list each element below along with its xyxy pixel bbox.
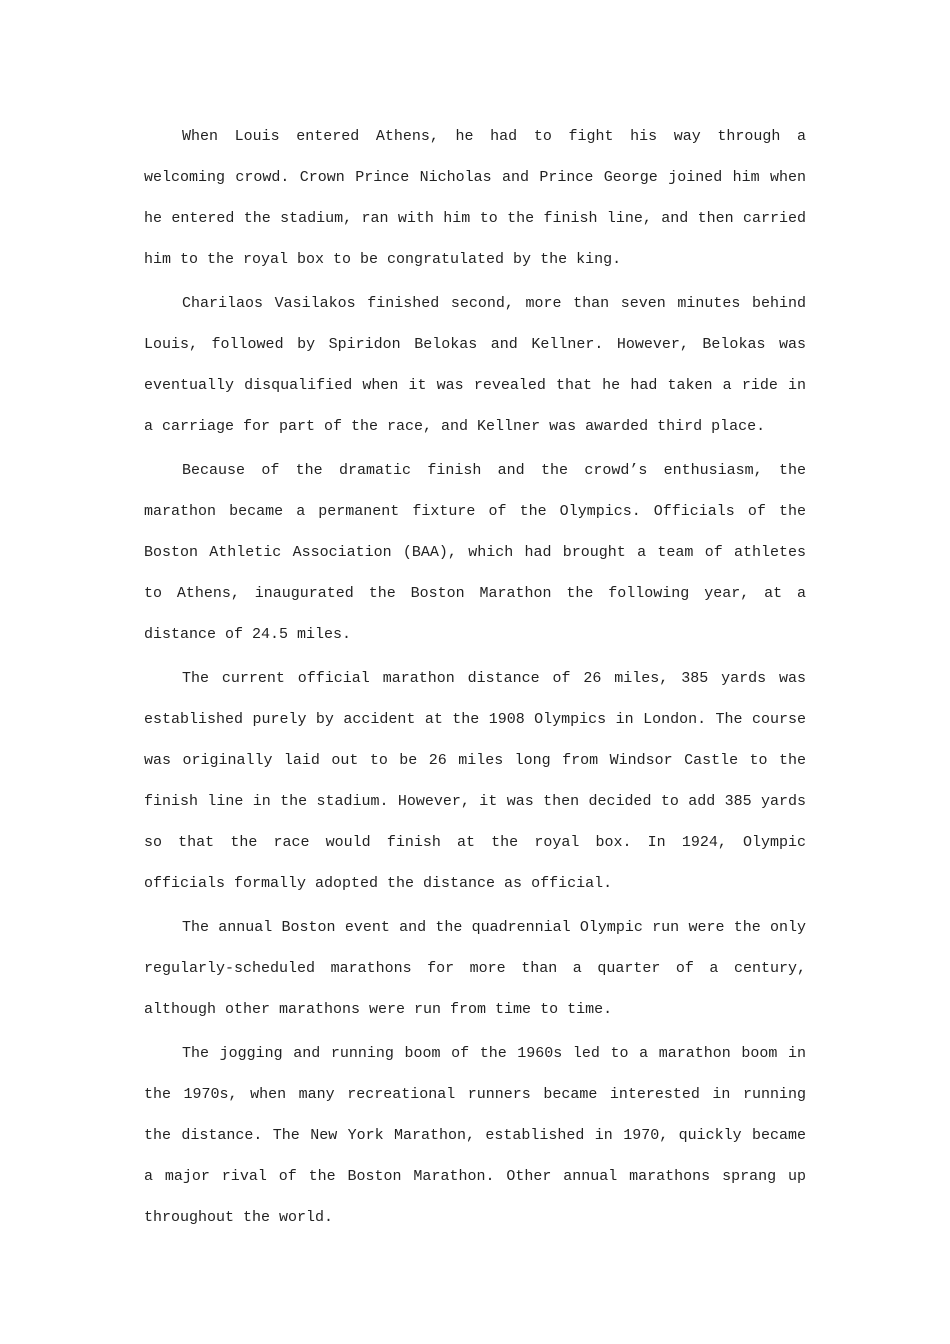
paragraph-running-boom: The jogging and running boom of the 1960s led to a marathon boom in the 1970s, when many recreational runners became interested in running the distance. The New York Marathon, established in 1970, quickly became a major rival of the Boston Marathon. Other annual marathons sprang up throughout the world. <box>144 1045 806 1226</box>
paragraph-race-results: Charilaos Vasilakos finished second, more than seven minutes behind Louis, followed by Spiridon Belokas and Kellner. However, Belokas was eventually disqualified when it was revealed that he had taken a ride in a carriage for part of the race, and Kellner was awarded third place. <box>144 295 806 435</box>
paragraph-regular-marathons: The annual Boston event and the quadrennial Olympic run were the only regularly-scheduled marathons for more than a quarter of a century, although other marathons were run from time to time. <box>144 919 806 1018</box>
document-body <box>144 116 806 1241</box>
paragraph-louis-enters-athens: When Louis entered Athens, he had to fight his way through a welcoming crowd. Crown Prince Nicholas and Prince George joined him when he entered the stadium, ran with him to the finish line, and then carried him to the royal box to be congratulated by the king. <box>144 128 806 268</box>
paragraph-official-distance: The current official marathon distance of 26 miles, 385 yards was established purely by accident at the 1908 Olympics in London. The course was originally laid out to be 26 miles long from Windsor Castle to the finish line in the stadium. However, it was then decided to add 385 yards so that the race would finish at the royal box. In 1924, Olympic officials formally adopted the distance as official. <box>144 670 806 892</box>
paragraph-boston-marathon-origin: Because of the dramatic finish and the crowd’s enthusiasm, the marathon became a permanent fixture of the Olympics. Officials of the Boston Athletic Association (BAA), which had brought a team of athletes to Athens, inaugurated the Boston Marathon the following year, at a distance of 24.5 miles. <box>144 462 806 643</box>
